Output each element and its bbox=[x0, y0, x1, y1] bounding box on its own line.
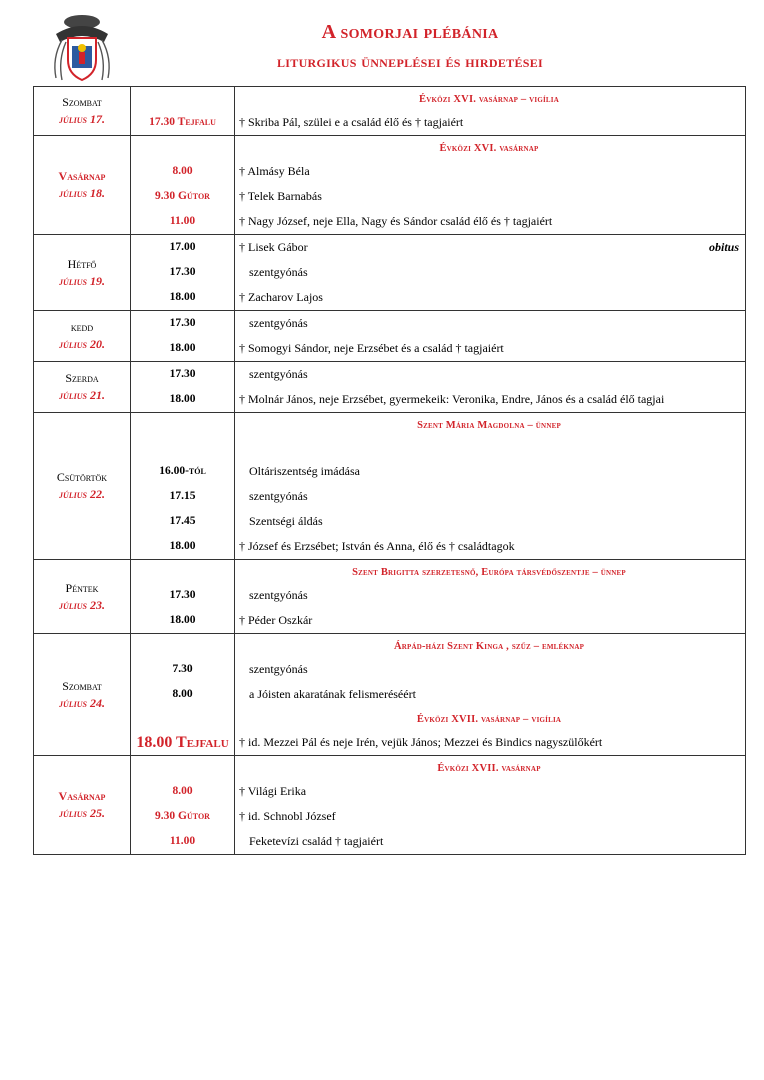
mass-time: 18.00 bbox=[169, 291, 196, 303]
intention-text: † Péder Oszkár bbox=[239, 613, 313, 627]
day-name: Hétfő bbox=[67, 256, 97, 271]
mass-intention bbox=[239, 459, 739, 484]
day-row bbox=[34, 136, 745, 235]
time-cell bbox=[131, 235, 235, 310]
intention-text: szentgyónás bbox=[249, 588, 308, 602]
day-cell bbox=[34, 756, 131, 854]
mass-time: 17.45 bbox=[169, 515, 196, 527]
day-cell bbox=[34, 634, 131, 755]
intention-text: szentgyónás bbox=[249, 265, 308, 279]
intention-cell bbox=[235, 87, 745, 135]
day-cell bbox=[34, 87, 131, 135]
mass-intention bbox=[239, 804, 739, 829]
mass-intention bbox=[239, 336, 739, 361]
mass-intention bbox=[239, 534, 739, 559]
mass-intention bbox=[239, 260, 739, 285]
day-cell bbox=[34, 136, 131, 234]
day-name: kedd bbox=[70, 320, 94, 334]
mass-time: 18.00 bbox=[169, 614, 196, 626]
day-cell bbox=[34, 362, 131, 412]
mass-intention bbox=[239, 209, 739, 234]
mass-intention bbox=[239, 682, 739, 707]
mass-time: 16.00-tól bbox=[159, 465, 206, 477]
mass-intention bbox=[239, 311, 739, 336]
intention-text: szentgyónás bbox=[249, 489, 308, 503]
intention-text: Feketevízi család † tagjaiért bbox=[249, 834, 384, 848]
page-subtitle: liturgikus ünneplései és hirdetései bbox=[277, 52, 543, 71]
day-name: Szerda bbox=[65, 371, 99, 385]
feast-title: Évközi XVI. vasárnap bbox=[439, 143, 539, 154]
mass-time: 17.30 bbox=[169, 317, 196, 329]
time-spacer bbox=[131, 413, 234, 436]
mass-time: 17.00 bbox=[169, 241, 196, 253]
intention-text: † Molnár János, neje Erzsébet, gyermekeik: Veronika, Endre, János és a család élő tagjai bbox=[239, 392, 665, 406]
day-name: Vasárnap bbox=[58, 789, 106, 803]
mass-intention bbox=[239, 657, 739, 682]
mass-intention bbox=[239, 184, 739, 209]
intention-text: † Lisek Gábor bbox=[239, 240, 308, 254]
time-cell bbox=[131, 362, 235, 412]
day-name: Csütörtök bbox=[56, 470, 108, 484]
intention-text: a Jóisten akaratának felismeréséért bbox=[249, 687, 416, 701]
mass-time: 17.30 bbox=[169, 589, 196, 601]
mass-time: 18.00 Tejfalu bbox=[136, 734, 229, 751]
intention-cell bbox=[235, 756, 745, 854]
feast-title: Évközi XVII. vasárnap bbox=[437, 763, 541, 774]
day-date: július 19. bbox=[58, 273, 105, 288]
time-cell bbox=[131, 560, 235, 633]
day-row bbox=[34, 560, 745, 634]
mass-intention bbox=[239, 509, 739, 534]
mass-time: 17.15 bbox=[169, 490, 196, 502]
time-cell bbox=[131, 311, 235, 361]
day-name: Szombat bbox=[62, 95, 102, 109]
intention-text: Szentségi áldás bbox=[249, 514, 323, 528]
mass-time: 18.00 bbox=[169, 342, 196, 354]
mass-intention bbox=[239, 779, 739, 804]
feast-title: Évközi XVI. vasárnap – vigília bbox=[419, 94, 559, 105]
mass-intention bbox=[239, 608, 739, 633]
parish-crest-icon bbox=[46, 12, 118, 84]
schedule-table bbox=[33, 86, 746, 855]
feast-title: Árpád-házi Szent Kinga , szűz – emléknap bbox=[393, 641, 585, 652]
intention-spacer bbox=[239, 436, 739, 459]
mass-intention bbox=[239, 362, 739, 387]
feast-title: Évközi XVII. vasárnap – vigília bbox=[416, 714, 562, 725]
intention-text: † Skriba Pál, szülei e a család élő és † tagjaiért bbox=[239, 115, 464, 129]
intention-cell bbox=[235, 362, 745, 412]
day-row bbox=[34, 362, 745, 413]
intention-text: † Telek Barnabás bbox=[239, 189, 322, 203]
day-row bbox=[34, 87, 745, 136]
mass-intention bbox=[239, 285, 739, 310]
intention-cell bbox=[235, 560, 745, 633]
intention-text: † József és Erzsébet; István és Anna, élő és † családtagok bbox=[239, 539, 515, 553]
day-date: július 18. bbox=[58, 186, 105, 200]
mass-intention bbox=[239, 110, 739, 135]
feast-title: Szent Brigitta szerzetesnő, Európa társvédőszentje – ünnep bbox=[352, 567, 626, 578]
mass-time: 9.30 Gútor bbox=[155, 190, 210, 202]
mass-time: 11.00 bbox=[169, 215, 196, 227]
mass-time: 7.30 bbox=[172, 663, 193, 675]
day-cell bbox=[34, 311, 131, 361]
day-row bbox=[34, 311, 745, 362]
mass-intention bbox=[239, 159, 739, 184]
mass-time: 9.30 Gútor bbox=[155, 810, 210, 822]
intention-note: obitus bbox=[708, 240, 739, 254]
day-row bbox=[34, 235, 745, 311]
day-date: július 21. bbox=[58, 388, 105, 402]
time-spacer bbox=[131, 707, 234, 730]
day-cell bbox=[34, 235, 131, 310]
day-cell bbox=[34, 413, 131, 559]
mass-time: 8.00 bbox=[172, 688, 193, 700]
time-cell bbox=[131, 756, 235, 854]
time-spacer bbox=[131, 756, 234, 779]
feast-title: Szent Mária Magdolna – ünnep bbox=[417, 420, 561, 431]
intention-text: † Világi Erika bbox=[239, 784, 307, 798]
intention-text: † Zacharov Lajos bbox=[239, 290, 323, 304]
mass-time: 8.00 bbox=[172, 165, 193, 177]
mass-time: 17.30 bbox=[169, 266, 196, 278]
time-spacer bbox=[131, 560, 234, 583]
mass-time: 18.00 bbox=[169, 540, 196, 552]
day-name: Szombat bbox=[62, 678, 102, 693]
intention-text: szentgyónás bbox=[249, 316, 308, 330]
intention-text: Oltáriszentség imádása bbox=[249, 464, 360, 478]
time-cell bbox=[131, 634, 235, 755]
intention-text: † Nagy József, neje Ella, Nagy és Sándor család élő és † tagjaiért bbox=[239, 214, 553, 228]
day-row bbox=[34, 413, 745, 560]
time-spacer bbox=[131, 436, 234, 459]
mass-intention bbox=[239, 484, 739, 509]
mass-time: 8.00 bbox=[172, 785, 193, 797]
intention-text: † Almásy Béla bbox=[239, 164, 310, 178]
day-row bbox=[34, 756, 745, 854]
day-date: július 23. bbox=[58, 597, 105, 612]
intention-text: szentgyónás bbox=[249, 367, 308, 381]
mass-time: 18.00 bbox=[169, 393, 196, 405]
intention-text: † Somogyi Sándor, neje Erzsébet és a család † tagjaiért bbox=[239, 341, 504, 355]
day-date: július 17. bbox=[58, 112, 105, 126]
mass-intention bbox=[239, 583, 739, 608]
mass-intention bbox=[239, 235, 739, 260]
day-date: július 24. bbox=[58, 695, 105, 710]
mass-time: 17.30 Tejfalu bbox=[149, 116, 216, 128]
day-date: július 25. bbox=[58, 806, 105, 820]
mass-time: 11.00 bbox=[169, 835, 196, 847]
title-block bbox=[180, 20, 640, 74]
mass-intention bbox=[239, 829, 739, 854]
page-title: A somorjai plébánia bbox=[321, 21, 499, 43]
intention-cell bbox=[235, 413, 745, 559]
intention-cell bbox=[235, 311, 745, 361]
intention-cell bbox=[235, 235, 745, 310]
intention-cell bbox=[235, 136, 745, 234]
time-spacer bbox=[131, 136, 234, 159]
mass-time: 17.30 bbox=[169, 368, 196, 380]
intention-text: † id. Schnobl József bbox=[239, 809, 336, 823]
page-header bbox=[0, 0, 764, 86]
time-spacer bbox=[131, 87, 234, 110]
time-spacer bbox=[131, 634, 234, 657]
time-cell bbox=[131, 87, 235, 135]
day-row bbox=[34, 634, 745, 756]
intention-text: szentgyónás bbox=[249, 662, 308, 676]
day-name: Péntek bbox=[65, 580, 99, 595]
day-name: Vasárnap bbox=[58, 169, 106, 183]
time-cell bbox=[131, 413, 235, 559]
intention-cell bbox=[235, 634, 745, 755]
mass-intention bbox=[239, 387, 739, 412]
day-date: július 20. bbox=[58, 337, 105, 351]
intention-text: † id. Mezzei Pál és neje Irén, vejük János; Mezzei és Bindics nagyszülőkért bbox=[239, 735, 603, 749]
mass-intention bbox=[239, 730, 739, 755]
time-cell bbox=[131, 136, 235, 234]
day-date: július 22. bbox=[58, 487, 105, 501]
day-cell bbox=[34, 560, 131, 633]
